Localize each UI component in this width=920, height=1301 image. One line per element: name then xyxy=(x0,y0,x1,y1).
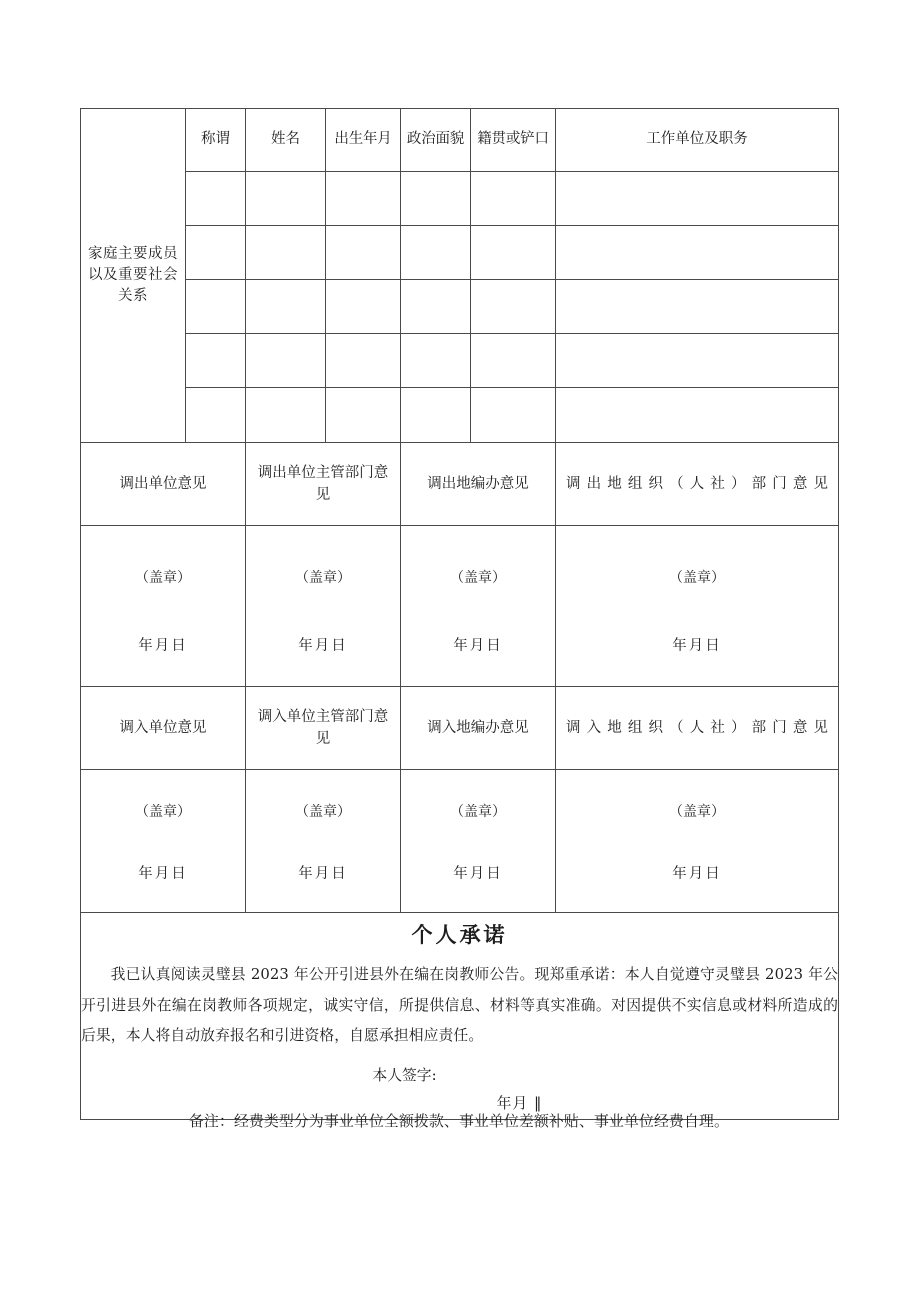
commitment-block xyxy=(81,913,839,1120)
transfer-in-supervising-dept-seal-area[interactable] xyxy=(246,770,401,913)
date-label: 年月日 xyxy=(298,866,348,883)
seal-label: （盖章） xyxy=(295,570,351,586)
seal-label: （盖章） xyxy=(669,570,725,586)
transfer-in-header-row xyxy=(81,687,839,770)
transfer-in-organization-dept-opinion-header: 调入地组织（人社）部门意见 xyxy=(556,687,839,770)
transfer-out-staffing-office-opinion-header: 调出地编办意见 xyxy=(401,443,556,526)
column-header-work-unit-position: 工作单位及职务 xyxy=(556,109,839,172)
cell-political-status[interactable] xyxy=(401,172,471,226)
cell-appellation[interactable] xyxy=(186,334,246,388)
cell-work-unit-position[interactable] xyxy=(556,334,839,388)
cell-political-status[interactable] xyxy=(401,334,471,388)
cell-name[interactable] xyxy=(246,226,326,280)
column-header-name: 姓名 xyxy=(246,109,326,172)
transfer-out-header-row xyxy=(81,443,839,526)
transfer-out-unit-seal-area[interactable] xyxy=(81,526,246,687)
commitment-title: 个人承诺 xyxy=(411,921,508,947)
relations-data-row[interactable] xyxy=(81,172,839,226)
transfer-in-staffing-office-opinion-header: 调入地编办意见 xyxy=(401,687,556,770)
relations-data-row[interactable] xyxy=(81,280,839,334)
transfer-in-body-row xyxy=(81,770,839,913)
signature-date-label[interactable]: 年月 ‖ xyxy=(496,1094,543,1112)
column-header-birth-date: 出生年月 xyxy=(326,109,401,172)
transfer-out-unit-opinion-header: 调出单位意见 xyxy=(81,443,246,526)
transfer-in-staffing-office-seal-area[interactable] xyxy=(401,770,556,913)
column-header-appellation: 称谓 xyxy=(186,109,246,172)
cell-native-place[interactable] xyxy=(471,172,556,226)
cell-work-unit-position[interactable] xyxy=(556,388,839,443)
cell-work-unit-position[interactable] xyxy=(556,226,839,280)
footnote-remark: 备注：经费类型分为事业单位全额拨款、事业单位差额补贴、事业单位经费自理。 xyxy=(189,1113,729,1130)
cell-native-place[interactable] xyxy=(471,388,556,443)
seal-label: （盖章） xyxy=(450,570,506,586)
transfer-approval-form xyxy=(80,108,839,1120)
cell-native-place[interactable] xyxy=(471,334,556,388)
relations-data-row[interactable] xyxy=(81,334,839,388)
date-label: 年月日 xyxy=(298,638,348,655)
seal-label: （盖章） xyxy=(669,804,725,820)
cell-native-place[interactable] xyxy=(471,280,556,334)
cell-name[interactable] xyxy=(246,172,326,226)
relations-data-row[interactable] xyxy=(81,226,839,280)
date-label: 年月日 xyxy=(138,866,188,883)
cell-name[interactable] xyxy=(246,334,326,388)
transfer-out-organization-dept-seal-area[interactable] xyxy=(556,526,839,687)
cell-birth-date[interactable] xyxy=(326,172,401,226)
cell-birth-date[interactable] xyxy=(326,388,401,443)
cell-native-place[interactable] xyxy=(471,226,556,280)
relations-header-row xyxy=(81,109,839,172)
transfer-in-supervising-dept-opinion-header: 调入单位主管部门意见 xyxy=(246,687,401,770)
column-header-native-place: 籍贯或铲口 xyxy=(471,109,556,172)
cell-work-unit-position[interactable] xyxy=(556,172,839,226)
date-label: 年月日 xyxy=(138,638,188,655)
cell-appellation[interactable] xyxy=(186,172,246,226)
transfer-out-body-row xyxy=(81,526,839,687)
cell-political-status[interactable] xyxy=(401,388,471,443)
commitment-body-text: 我已认真阅读灵璧县 2023 年公开引进县外在编在岗教师公告。现郑重承诺：本人自觉遵守灵璧县 2023 年公开引进县外在编在岗教师各项规定，诚实守信，所提供信息、材料等真实准确。对因提供不实信息或材料所造成的后果，本人将自动放弃报名和引进资格，自愿承担相应责任。 xyxy=(81,966,838,1044)
cell-political-status[interactable] xyxy=(401,280,471,334)
date-label: 年月日 xyxy=(453,866,503,883)
signature-label[interactable]: 本人签字: xyxy=(372,1067,437,1085)
date-label: 年月日 xyxy=(672,866,722,883)
cell-name[interactable] xyxy=(246,280,326,334)
transfer-in-unit-seal-area[interactable] xyxy=(81,770,246,913)
transfer-in-organization-dept-seal-area[interactable] xyxy=(556,770,839,913)
cell-political-status[interactable] xyxy=(401,226,471,280)
transfer-out-supervising-dept-opinion-header: 调出单位主管部门意见 xyxy=(246,443,401,526)
cell-birth-date[interactable] xyxy=(326,226,401,280)
transfer-in-unit-opinion-header: 调入单位意见 xyxy=(81,687,246,770)
transfer-out-supervising-dept-seal-area[interactable] xyxy=(246,526,401,687)
transfer-out-staffing-office-seal-area[interactable] xyxy=(401,526,556,687)
cell-appellation[interactable] xyxy=(186,388,246,443)
date-label: 年月日 xyxy=(453,638,503,655)
column-header-political-status: 政治面貌 xyxy=(401,109,471,172)
seal-label: （盖章） xyxy=(295,804,351,820)
cell-appellation[interactable] xyxy=(186,226,246,280)
cell-appellation[interactable] xyxy=(186,280,246,334)
cell-name[interactable] xyxy=(246,388,326,443)
relations-data-row[interactable] xyxy=(81,388,839,443)
commitment-row xyxy=(81,913,839,1120)
seal-label: （盖章） xyxy=(135,804,191,820)
date-label: 年月日 xyxy=(672,638,722,655)
seal-label: （盖章） xyxy=(450,804,506,820)
relations-row-label: 家庭主要成员以及重要社会关系 xyxy=(81,109,186,443)
transfer-out-organization-dept-opinion-header: 调出地组织（人社）部门意见 xyxy=(556,443,839,526)
cell-work-unit-position[interactable] xyxy=(556,280,839,334)
cell-birth-date[interactable] xyxy=(326,280,401,334)
cell-birth-date[interactable] xyxy=(326,334,401,388)
seal-label: （盖章） xyxy=(135,570,191,586)
